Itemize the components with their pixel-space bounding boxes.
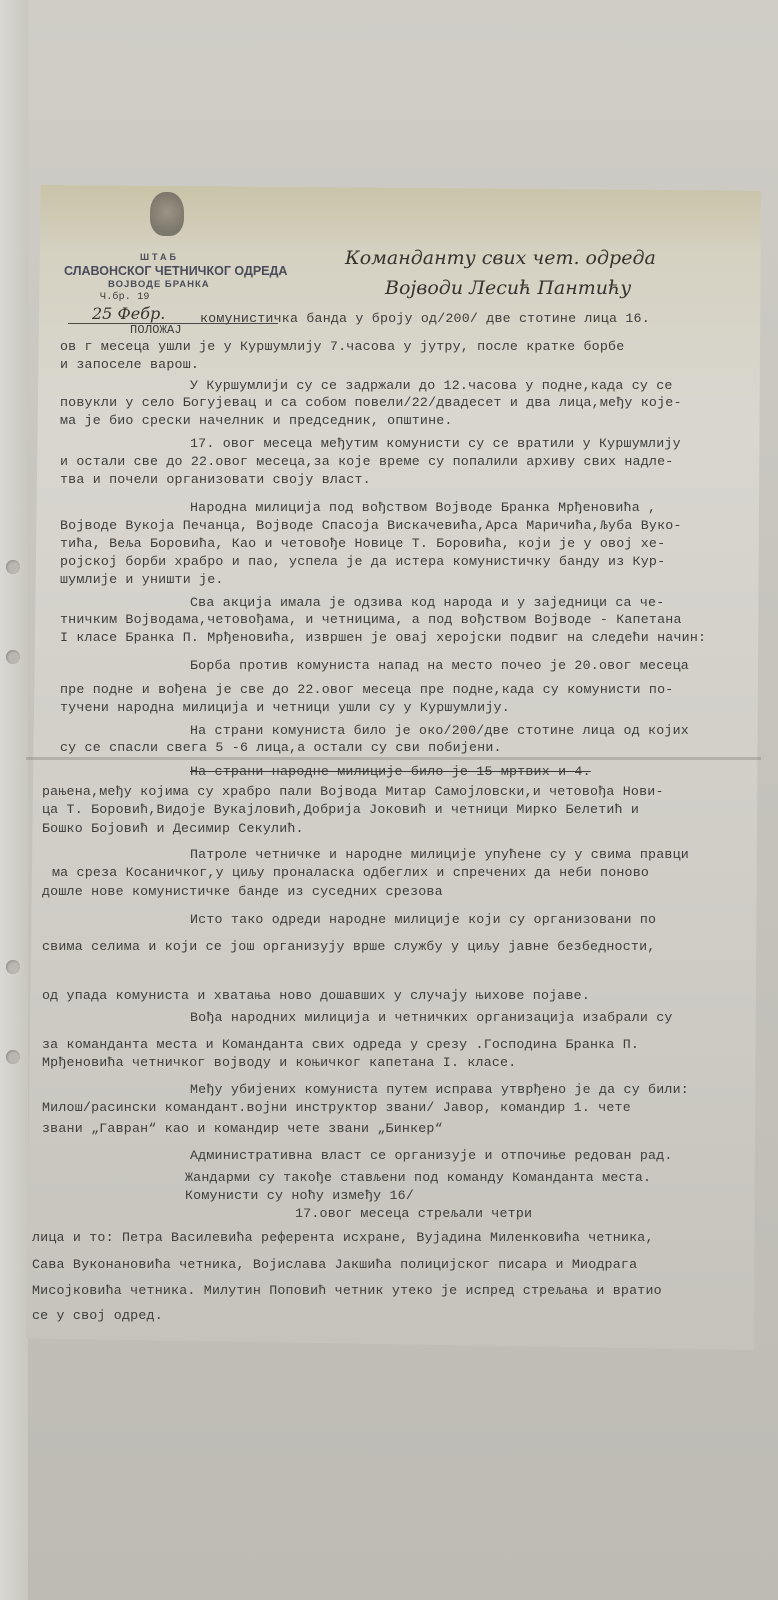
body-line: Патроле четничке и народне милиције упућене су у свима правци bbox=[190, 847, 689, 862]
body-line-struck: На страни народне милиције било је 15 мртвих и 4. bbox=[190, 764, 591, 779]
punch-hole bbox=[6, 650, 20, 664]
body-line: свима селима и који се још организују врше службу у циљу јавне безбедности, bbox=[42, 939, 656, 954]
body-line: за команданта места и Команданта свих одреда у срезу .Господина Бранка П. bbox=[42, 1037, 640, 1052]
body-line: ма среза Косаничког,у циљу проналаска одбеглих и спречених да неби поново bbox=[52, 865, 650, 880]
body-line: Вођа народних милиција и четничких организација изабрали су bbox=[190, 1010, 673, 1025]
body-line: лица и то: Петра Василевића референта исхране, Вујадина Миленковића четника, bbox=[32, 1230, 654, 1245]
body-line: 17. овог месеца међутим комунисти су се вратили у Куршумлију bbox=[190, 436, 681, 451]
body-line: рањена,међу којима су храбро пали Војвода Митар Самојловски,и четовођа Нови- bbox=[42, 784, 664, 799]
plastic-sleeve bbox=[0, 0, 28, 1600]
header-number: Ч.бр. 19 bbox=[100, 292, 150, 303]
body-line: од упада комуниста и хватања ново дошавших у случају њихове појаве. bbox=[42, 988, 591, 1003]
header-position: ПОЛОЖАЈ bbox=[130, 323, 182, 337]
body-line: Исто тако одреди народне милиције који су организовани по bbox=[190, 912, 657, 927]
body-line: ов г месеца ушли је у Куршумлију 7.часова у јутру, после кратке борбе bbox=[60, 339, 625, 354]
body-line: Народна милиција под вођством Војводе Бранка Мрђеновића , bbox=[190, 500, 657, 515]
punch-hole bbox=[6, 560, 20, 574]
body-line: Сава Вуконановића четника, Војислава Јакшића полицијског писара и Миодрага bbox=[32, 1257, 638, 1272]
body-line: На страни комуниста било је око/200/две стотине лица од којих bbox=[190, 723, 689, 738]
body-line: Административна власт се организује и отпочиње редован рад. bbox=[190, 1148, 673, 1163]
body-line: и остали све до 22.овог месеца,за које време су попалили архиву свих надле- bbox=[60, 454, 674, 469]
body-line: ца Т. Боровић,Видоје Вукајловић,Добрија Јоковић и четници Мирко Белетић и bbox=[42, 802, 640, 817]
body-line: Комунисти су ноћу између 16/ bbox=[185, 1188, 415, 1203]
header-staff: ШТАБ bbox=[140, 252, 179, 262]
body-line: 17.овог месеца стрељали четри bbox=[295, 1206, 533, 1221]
body-line: У Куршумлији су се задржали до 12.часова у подне,када су се bbox=[190, 378, 673, 393]
body-line: Жандарми су такође стављени под команду Команданта места. bbox=[185, 1170, 652, 1185]
body-line: и запоселе варош. bbox=[60, 357, 200, 372]
body-line: дошле нове комунистичке банде из суседних срезова bbox=[42, 884, 443, 899]
header-unit: СЛАВОНСКОГ ЧЕТНИЧКОГ ОДРЕДА bbox=[64, 264, 288, 278]
body-line: I класе Бранка П. Мрђеновића, извршен је овај херојски подвиг на следећи начин: bbox=[60, 630, 707, 645]
addressee-line-2: Војводи Лесић Пантићу bbox=[385, 277, 632, 299]
header-commander: ВОЈВОДЕ БРАНКА bbox=[108, 279, 210, 290]
body-line: тића, Веља Боровића, Као и четовође Новице Т. Боровића, који је у овој хе- bbox=[60, 536, 666, 551]
body-line: пре подне и вођена је све до 22.овог месеца пре подне,када су комунисти по- bbox=[60, 682, 674, 697]
body-line: тва и почели организовати своју власт. bbox=[60, 472, 371, 487]
body-line: комунистичка банда у броју од/200/ две стотине лица 16. bbox=[200, 311, 650, 326]
punch-hole bbox=[6, 1050, 20, 1064]
body-line: звани „Гавран“ као и командир чете звани „Бинкер“ bbox=[42, 1121, 443, 1136]
header-date: 25 Фебр. bbox=[92, 304, 166, 323]
body-line: Сва акција имала је одзива код народа и у заједници са че- bbox=[190, 595, 665, 610]
body-line: Бошко Бојовић и Десимир Секулић. bbox=[42, 821, 304, 836]
body-line: Војводе Вукоја Печанца, Војводе Спасоја Вискачевића,Арса Маричића,Љуба Вуко- bbox=[60, 518, 682, 533]
body-line: повукли у село Богујевац и са собом повели/22/двадесет и два лица,међу које- bbox=[60, 395, 682, 410]
addressee-line-1: Команданту свих чет. одреда bbox=[345, 247, 656, 269]
body-line: тучени народна милиција и четници ушли су у Куршумлију. bbox=[60, 700, 510, 715]
body-line: тничким Војводама,четовођама, и четницима, а под вођством Војводе - Капетана bbox=[60, 612, 682, 627]
body-line: Борба против комуниста напад на место почео је 20.овог месеца bbox=[190, 658, 689, 673]
body-line: Мисојковића четника. Милутин Поповић четник утеко је испред стрељања и вратио bbox=[32, 1283, 662, 1298]
body-line: ројској борби храбро и пао, успела је да истера комунистичку банду из Кур- bbox=[60, 554, 666, 569]
body-line: су се спасли свега 5 -6 лица,а остали су сви побијени. bbox=[60, 740, 502, 755]
body-line: ма је био срески начелник и председник, општине. bbox=[60, 413, 453, 428]
body-line: се у свој одред. bbox=[32, 1308, 163, 1323]
punch-hole bbox=[6, 960, 20, 974]
body-line: Милош/расински командант.војни инструктор звани/ Јавор, командир 1. чете bbox=[42, 1100, 631, 1115]
body-line: Мрђеновића четничког војводу и коњичког капетана I. класе. bbox=[42, 1055, 517, 1070]
paper-fold bbox=[26, 757, 761, 760]
coat-of-arms-emblem bbox=[150, 192, 184, 236]
body-line: шумлије и уништи је. bbox=[60, 572, 224, 587]
body-line: Међу убијених комуниста путем исправа утврђено је да су били: bbox=[190, 1082, 689, 1097]
